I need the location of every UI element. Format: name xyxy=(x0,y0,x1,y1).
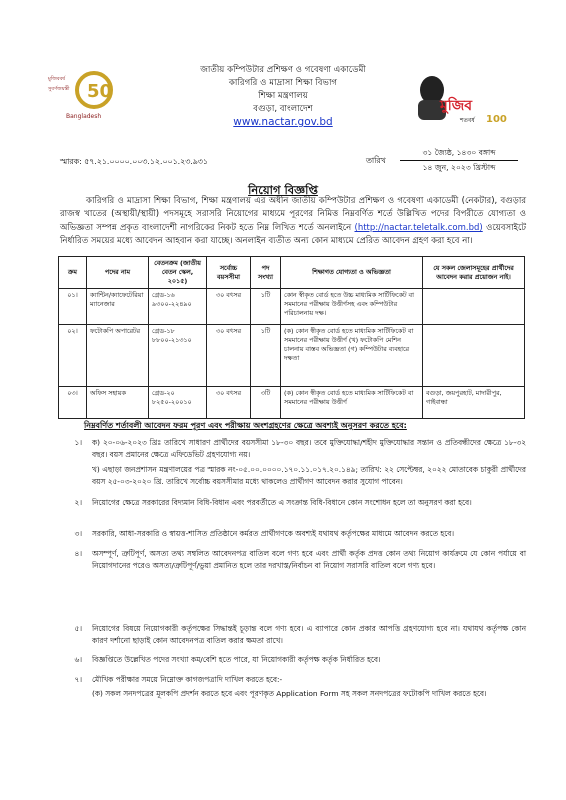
table-row xyxy=(59,387,525,419)
cell-districts xyxy=(423,325,525,387)
cell-post: ক্যান্টিন/ক্যাফেটেরিয়া ম্যানেজার xyxy=(87,289,149,325)
intro-text-2: ওয়েবসাইটে নির্ধারিত সময়ের মধ্যে আবেদন আহবান করা যাচ্ছে। অনলাইন ব্যতীত অন্য কোন মাধ্যমে প্রেরিত আবেদন গ্রহণ করা হবে না। xyxy=(60,222,527,247)
condition-item xyxy=(60,437,526,460)
condition-text: নিয়োগের বিষয়ে নিয়োগকারী কর্তৃপক্ষের সিদ্ধান্তই চূড়ান্ত বলে গণ্য হবে। এ ব্যাপারে কোন প্রকার আপত্তি গ্রহণযোগ্য হবে না। যথাযথ কর্তৃপক্ষ কোন কারণ দর্শানো ছাড়াই কোন আবেদনপত্র বাতিল করার ক্ষমতা রাখে। xyxy=(92,624,526,645)
svg-text:মুজিববর্ষ: মুজিববর্ষ xyxy=(48,76,66,82)
cell-serial: ০৩। xyxy=(59,387,87,419)
cell-count: ১টি xyxy=(251,289,281,325)
condition-text: বিজ্ঞপ্তিতে উল্লেখিত পদের সংখ্যা কম/বেশি হতে পারে, যা নিয়োগকারী কর্তৃপক্ষ কর্তৃক নির্ধারিত হবে। xyxy=(92,655,381,664)
condition-text: ক) ২০-০৬-২০২৩ খ্রিঃ তারিখে সাধারণ প্রার্থীদের বয়সসীমা ১৮-৩০ বছর। তবে মুক্তিযোদ্ধা/শহীদ মুক্তিযোদ্ধার সন্তান ও প্রতিবন্ধীদের ক্ষেত্রে ১৮-৩২ বছর। বয়স প্রমানের ক্ষেত্রে এফিডেভিট গ্রহণযোগ্য নয়। xyxy=(92,438,526,459)
condition-item xyxy=(60,528,526,540)
date-block xyxy=(400,146,518,175)
condition-number: ৫। xyxy=(74,624,82,633)
condition-number: ৬। xyxy=(74,655,82,664)
cell-scale: গ্রেড-১৬ ৯৩০০-২২৪৯০ xyxy=(149,289,207,325)
cell-qualification: কোন স্বীকৃত বোর্ড হতে উচ্চ মাধ্যমিক সার্টিফিকেট বা সমমানের পরীক্ষায় উত্তীর্ণসহ এবং কম্পিউটার পরিচালনায় দক্ষ। xyxy=(281,289,423,325)
th-count: পদ সংখ্যা xyxy=(251,257,281,289)
th-qualification: শিক্ষাগত যোগ্যতা ও অভিজ্ঞতা xyxy=(281,257,423,289)
th-post: পদের নাম xyxy=(87,257,149,289)
intro-text-1: কারিগরি ও মাদ্রাসা শিক্ষা বিভাগ, শিক্ষা মন্ত্রণালয় এর অধীন জাতীয় কম্পিউটার প্রশিক্ষণ ও গবেষণা একাডেমী (নেকটার), বগুড়ার রাজস্ব খাতের (অস্থায়ী/স্থায়ী) পদসমূহে সরাসরি নিয়োগের মাধ্যমে পূরণের নিমিত্ত নিম্নবর্ণিত শর্তে উল্লিখিত পদের বিপরীতে যোগ্যতা ও অভিজ্ঞতা সম্পন্ন প্রকৃত বাংলাদেশী নাগরিকের নিকট হতে নিম্ন লিখিত শর্তে অনলাইনে xyxy=(60,196,526,233)
condition-item xyxy=(60,623,526,646)
cell-districts: বগুড়া, জয়পুরহাট, মাদারীপুর, গাইবান্ধা xyxy=(423,387,525,419)
condition-text: অসম্পূর্ণ, ত্রুটিপূর্ণ, অসত্য তথ্য সম্বলিত আবেদনপত্র বাতিল বলে গণ্য হবে এবং প্রার্থী কর্তৃক প্রদত্ত কোন তথ্য নিয়োগ কার্যক্রমে যে কোন পর্যায়ে বা নিয়োগদানের পরেও অসত্য/ত্রুটিপূর্ণ/ভুয়া প্রমানিত হলে তার দরখাস্ত/নির্বাচন বা নিয়োগ সরাসরি বাতিল বলে গণ্য হবে। xyxy=(92,549,526,570)
condition-item xyxy=(60,674,526,686)
condition-number: ১। xyxy=(74,438,82,447)
svg-text:100: 100 xyxy=(486,114,507,125)
cell-serial: ০১। xyxy=(59,289,87,325)
th-excluded-districts: যে সকল জেলাসমূহের প্রার্থীদের আবেদন করার প্রয়োজন নাই। xyxy=(423,257,525,289)
th-age: সর্বোচ্চ বয়সসীমা xyxy=(207,257,251,289)
condition-item xyxy=(60,464,526,487)
website-link[interactable]: www.nactar.gov.bd xyxy=(233,116,333,128)
cell-qualification: (ক) কোন স্বীকৃত বোর্ড হতে মাধ্যমিক সার্টিফিকেট বা সমমানের পরীক্ষায় উত্তীর্ণ (খ) ফটোকপি মেশিন চালনায় বাস্তব অভিজ্ঞতা (গ) কম্পিউটার ব্যবহারে দক্ষতা xyxy=(281,325,423,387)
cell-post: ফটোকপি অপারেটর xyxy=(87,325,149,387)
condition-text: সরকারি, আধা-সরকারি ও স্বায়ত্ত-শাসিত প্রতিষ্ঠানে কর্মরত প্রার্থীগণকে অবশ্যই যথাযথ কর্তৃপক্ষের মাধ্যমে আবেদন করতে হবে। xyxy=(92,529,455,538)
table-header-row xyxy=(59,257,525,289)
table-row xyxy=(59,289,525,325)
org-name: জাতীয় কম্পিউটার প্রশিক্ষণ ও গবেষণা একাডেমী xyxy=(200,65,366,75)
intro-paragraph xyxy=(60,195,526,249)
mujib-centenary-logo xyxy=(402,70,510,128)
cell-count: ১টি xyxy=(251,325,281,387)
svg-text:শতবর্ষ: শতবর্ষ xyxy=(460,117,475,124)
notice-title: নিয়োগ বিজ্ঞপ্তি xyxy=(248,183,318,197)
vacancy-table xyxy=(58,256,525,419)
golden-jubilee-logo xyxy=(44,66,118,126)
svg-text:সুবর্ণজয়ন্তী: সুবর্ণজয়ন্তী xyxy=(48,86,70,92)
th-serial: ক্রম xyxy=(59,257,87,289)
cell-serial: ০২। xyxy=(59,325,87,387)
condition-item xyxy=(60,688,526,700)
condition-item xyxy=(60,654,526,666)
cell-scale: গ্রেড-১৮ ৮৮০০-২১৩১০ xyxy=(149,325,207,387)
cell-age: ৩০ বৎসর xyxy=(207,325,251,387)
teletalk-link[interactable]: (http://nactar.teletalk.com.bd) xyxy=(354,222,483,233)
cell-post: অফিস সহায়ক xyxy=(87,387,149,419)
date-bangla: ৩১ জ্যৈষ্ঠ, ১৪৩০ বঙ্গাব্দ xyxy=(400,146,518,161)
conditions-title: নিম্নবর্ণিত শর্তাবলী আবেদন ফরম পূরণ এবং পরীক্ষায় অংশগ্রহণের ক্ষেত্রে অবশ্যই অনুসরণ করতে হবে: xyxy=(84,421,407,430)
condition-text: (ক) সকল সনদপত্রের মূলকপি প্রদর্শন করতে হবে এবং পূরণকৃত Application Form সহ সকল সনদপত্রের ফটোকপি দাখিল করতে হবে। xyxy=(92,689,487,698)
cell-scale: গ্রেড-২০ ৮২৫০-২০০১০ xyxy=(149,387,207,419)
condition-text: নিয়োগের ক্ষেত্রে সরকারের বিদ্যমান বিধি-বিধান এবং পরবর্তীতে এ সংক্রান্ত বিধি-বিধানে কোন সংশোধন হলে তা অনুসরণ করা হবে। xyxy=(92,498,472,507)
ministry-name: শিক্ষা মন্ত্রণালয় xyxy=(258,91,308,101)
condition-item xyxy=(60,548,526,571)
cell-count: ৩টি xyxy=(251,387,281,419)
condition-number: ৪। xyxy=(74,549,82,558)
svg-text:মুজিব: মুজিব xyxy=(440,98,473,114)
condition-number: ৭। xyxy=(74,675,82,684)
location: বগুড়া, বাংলাদেশ xyxy=(253,104,313,114)
condition-text: খ) এছাড়া জনপ্রশাসন মন্ত্রণালয়ের পত্র স্মারক নং-০৫.০০.০০০০.১৭০.১১.০১৭.২০.১৪৯; তারিখ: ২২ সেপ্টেম্বর, ২০২২ মোতাবেক চাকুরী প্রার্থীদের বয়স ২৫-০৩-২০২০ খ্রি. তারিখে সর্বোচ্চ বয়সসীমার মধ্যে থাকলেও প্রার্থীগণ আবেদন করার সুযোগ পাবেন। xyxy=(92,465,526,486)
condition-item xyxy=(60,497,526,509)
date-label: তারিখ xyxy=(366,156,386,165)
condition-number: ৩। xyxy=(74,529,82,538)
table-row xyxy=(59,325,525,387)
cell-districts xyxy=(423,289,525,325)
cell-qualification: (ক) কোন স্বীকৃত বোর্ড হতে মাধ্যমিক সার্টিফিকেট বা সমমানের পরীক্ষায় উত্তীর্ণ xyxy=(281,387,423,419)
cell-age: ৩০ বৎসর xyxy=(207,387,251,419)
condition-number: ২। xyxy=(74,498,82,507)
svg-text:Bangladesh: Bangladesh xyxy=(66,113,102,120)
memo-number: স্মারক: ৫৭.২১.০০০০.০০৩.১২.০০১.২৩.৯৩১ xyxy=(60,157,208,166)
svg-text:50: 50 xyxy=(87,81,113,102)
th-scale: বেতনক্রম (জাতীয় বেতন স্কেল, ২০১৫) xyxy=(149,257,207,289)
division-name: কারিগরি ও মাদ্রাসা শিক্ষা বিভাগ xyxy=(228,78,338,88)
condition-text: মৌখিক পরীক্ষার সময়ে নিম্নোক্ত কাগজপত্রাদি দাখিল করতে হবে:- xyxy=(92,675,283,684)
cell-age: ৩০ বৎসর xyxy=(207,289,251,325)
date-english: ১৪ জুন, ২০২৩ খ্রিস্টাব্দ xyxy=(422,163,496,172)
